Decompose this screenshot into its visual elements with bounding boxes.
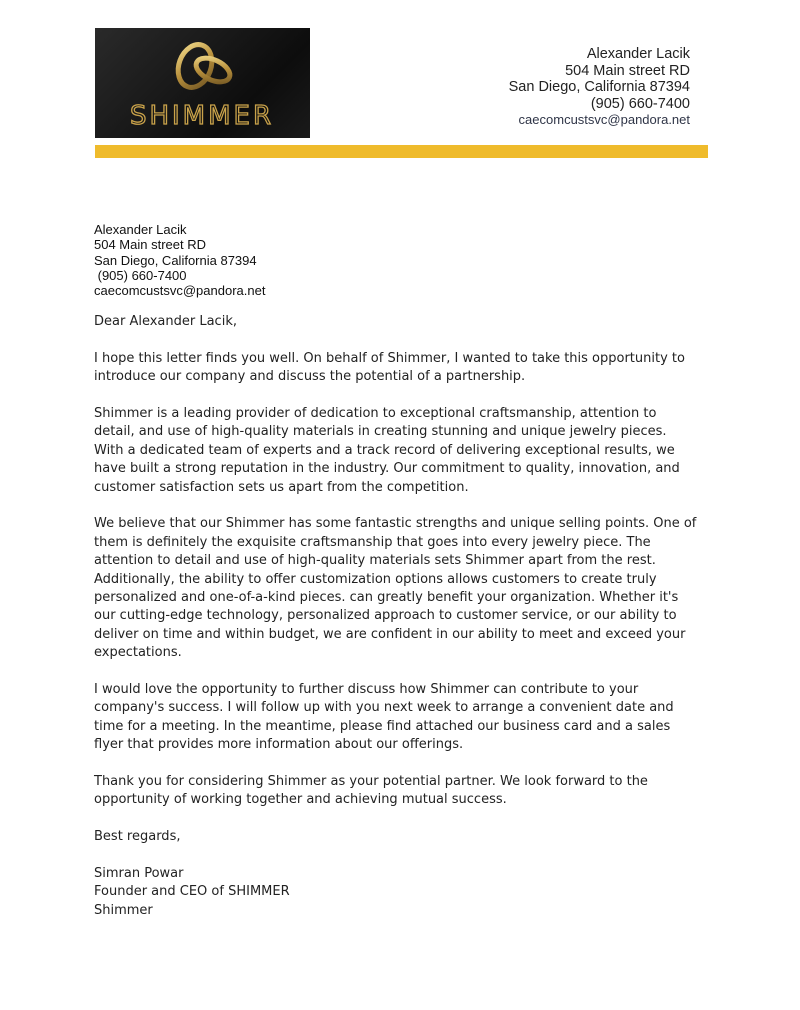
header-email: caecomcustsvc@pandora.net: [518, 112, 690, 128]
line: attention to detail and use of high-quality materials sets Shimmer apart from the rest.: [94, 553, 656, 569]
recipient-email: caecomcustsvc@pandora.net: [94, 283, 266, 299]
header-phone: (905) 660-7400: [590, 95, 690, 112]
letter-body: [94, 313, 734, 920]
salutation: Dear Alexander Lacik,: [94, 314, 237, 329]
header-street: 504 Main street RD: [565, 62, 690, 79]
paragraph-thanks: [94, 773, 734, 810]
line: have built a strong reputation in the industry. Our commitment to quality, innovation, and: [94, 461, 680, 477]
recipient-city: San Diego, California 87394: [94, 252, 257, 268]
shimmer-logo: [95, 28, 310, 138]
line: I hope this letter finds you well. On behalf of Shimmer, I wanted to take this opportunity to: [94, 350, 685, 366]
closing: Best regards,: [94, 829, 181, 845]
paragraph-followup: [94, 681, 734, 755]
paragraph-strengths: [94, 515, 734, 662]
recipient-phone: (905) 660-7400: [94, 267, 187, 283]
line: Additionally, the ability to offer customization options allows customers to create truly: [94, 571, 657, 587]
line: flyer that provides more information about our offerings.: [94, 737, 464, 753]
paragraph-company: [94, 405, 734, 497]
header-name: Alexander Lacik: [586, 46, 690, 62]
line: detail, and use of high-quality materials in creating stunning and unique jewelry pieces.: [94, 424, 667, 440]
signer-name: Simran Powar: [94, 866, 184, 882]
signer-company: Shimmer: [94, 902, 153, 918]
line: opportunity of working together and achieving mutual success.: [94, 792, 507, 808]
rings-icon: [95, 28, 310, 138]
accent-bar: [95, 145, 708, 158]
line: Shimmer is a leading provider of dedication to exceptional craftsmanship, attention to: [94, 406, 657, 421]
signature: [94, 865, 734, 920]
line: expectations.: [94, 645, 182, 661]
line: our cutting-edge technology, personalized approach to customer service, or our ability to: [94, 608, 677, 624]
paragraph-intro: [94, 350, 734, 387]
line: With a dedicated team of experts and a track record of delivering exceptional results, we: [94, 442, 675, 458]
svg-text:SHIMMER: SHIMMER: [129, 101, 275, 131]
line: company's success. I will follow up with you next week to arrange a convenient date and: [94, 700, 674, 716]
header-city: San Diego, California 87394: [508, 79, 690, 96]
line: I would love the opportunity to further discuss how Shimmer can contribute to your: [94, 682, 639, 698]
line: personalized and one-of-a-kind pieces. can greatly benefit your organization. Whether it's: [94, 590, 679, 606]
line: time for a meeting. In the meantime, please find attached our business card and a sales: [94, 718, 671, 734]
line: them is definitely the exquisite craftsmanship that goes into every jewelry piece. The: [94, 534, 651, 550]
line: introduce our company and discuss the potential of a partnership.: [94, 369, 526, 385]
line: Thank you for considering Shimmer as your potential partner. We look forward to the: [94, 774, 648, 790]
recipient-street: 504 Main street RD: [94, 237, 206, 253]
line: customer satisfaction sets us apart from the competition.: [94, 479, 469, 495]
recipient-address: [94, 222, 265, 298]
line: We believe that our Shimmer has some fantastic strengths and unique selling points. One of: [94, 516, 697, 532]
header-address: [509, 46, 690, 129]
recipient-name: Alexander Lacik: [94, 222, 187, 237]
signer-title: Founder and CEO of SHIMMER: [94, 884, 290, 900]
line: deliver on time and within budget, we are confident in our ability to meet and exceed your: [94, 626, 686, 642]
